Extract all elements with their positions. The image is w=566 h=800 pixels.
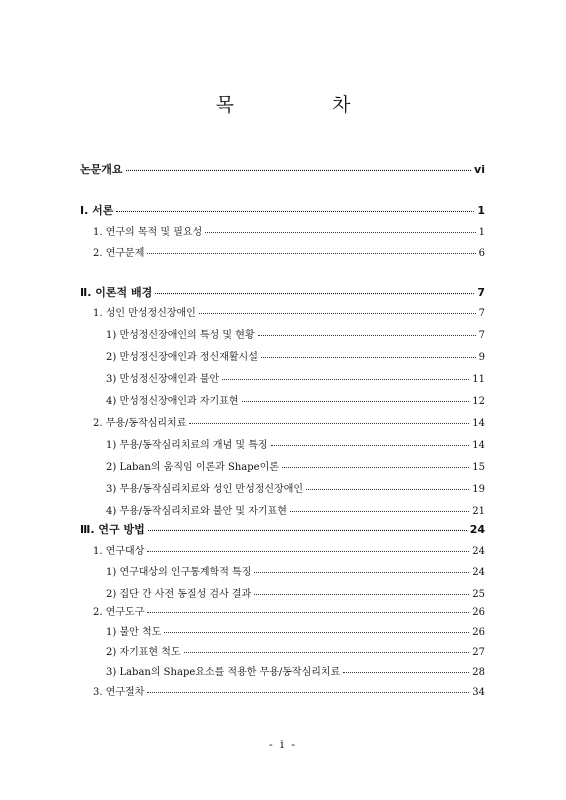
toc-entry-subsection[interactable] — [106, 329, 485, 343]
toc-entry-page: 28 — [472, 667, 485, 678]
toc-entry-label: 2) 자기표현 척도 — [106, 647, 181, 658]
page-number-footer: - i - — [269, 738, 297, 751]
toc-entry-section[interactable] — [93, 307, 485, 321]
toc-entry-label: 2) Laban의 움직임 이론과 Shape이론 — [106, 462, 279, 473]
toc-entry-label: 2. 연구문제 — [93, 248, 145, 259]
toc-entry-label: 4) 무용/동작심리치료와 불안 및 자기표현 — [106, 506, 287, 517]
toc-entry-subsection[interactable] — [106, 646, 485, 660]
toc-entry-label: 1) 무용/동작심리치료의 개념 및 특징 — [106, 440, 268, 451]
dot-leader — [254, 565, 469, 573]
dot-leader — [306, 482, 469, 490]
toc-entry-section[interactable] — [93, 606, 485, 620]
toc-entry-chapter-2[interactable] — [80, 286, 485, 300]
toc-entry-section[interactable] — [93, 545, 485, 559]
toc-entry-page: vi — [474, 163, 485, 176]
toc-entry-label: 2) 만성정신장애인과 정신재활시설 — [106, 352, 258, 363]
toc-entry-page: 25 — [472, 589, 485, 600]
toc-entry-section[interactable] — [93, 686, 485, 700]
toc-entry-page: 19 — [472, 484, 485, 495]
toc-entry-page: 9 — [478, 352, 485, 363]
toc-entry-page: 6 — [478, 248, 485, 259]
dot-leader — [116, 204, 474, 212]
toc-entry-label: 2. 연구도구 — [93, 607, 145, 618]
toc-entry-chapter-3[interactable] — [80, 523, 485, 537]
toc-entry-label: 1) 불안 척도 — [106, 627, 162, 638]
dot-leader — [155, 286, 474, 294]
toc-entry-page: 1 — [478, 227, 485, 238]
toc-entry-label: 3. 연구절차 — [93, 687, 145, 698]
dot-leader — [282, 460, 469, 468]
toc-entry-label: 3) 무용/동작심리치료와 성인 만성정신장애인 — [106, 484, 304, 495]
toc-entry-subsection[interactable] — [106, 626, 485, 640]
toc-entry-page: 24 — [472, 546, 485, 557]
dot-leader — [258, 328, 476, 336]
dot-leader — [164, 625, 469, 633]
page-title: 목 차 — [215, 94, 397, 116]
toc-entry-label: 2. 무용/동작심리치료 — [93, 418, 187, 429]
toc-entry-chapter-1[interactable] — [80, 204, 485, 218]
toc-entry-label: Ⅱ. 이론적 배경 — [80, 286, 153, 299]
dot-leader — [205, 225, 475, 233]
toc-entry-page: 34 — [472, 687, 485, 698]
toc-entry-abstract[interactable] — [80, 163, 485, 177]
toc-entry-label: Ⅲ. 연구 방법 — [80, 523, 145, 536]
toc-entry-label: Ⅰ. 서론 — [80, 204, 114, 217]
toc-entry-page: 1 — [477, 204, 485, 217]
dot-leader — [147, 685, 469, 693]
toc-entry-subsection[interactable] — [106, 505, 485, 519]
toc-entry-page: 26 — [472, 607, 485, 618]
dot-leader — [147, 544, 469, 552]
toc-entry-page: 26 — [472, 627, 485, 638]
dot-leader — [242, 394, 470, 402]
toc-entry-label: 1. 연구의 목적 및 필요성 — [93, 227, 203, 238]
dot-leader — [261, 350, 476, 358]
toc-entry-page: 21 — [472, 506, 485, 517]
toc-entry-page: 14 — [472, 418, 485, 429]
toc-entry-page: 7 — [478, 330, 485, 341]
dot-leader — [290, 504, 469, 512]
dot-leader — [199, 306, 476, 314]
toc-entry-page: 14 — [472, 440, 485, 451]
toc-entry-section[interactable] — [93, 417, 485, 431]
dot-leader — [147, 246, 475, 254]
toc-entry-page: 24 — [472, 567, 485, 578]
toc-entry-page: 27 — [472, 647, 485, 658]
toc-entry-subsection[interactable] — [106, 588, 485, 602]
toc-entry-label: 3) 만성정신장애인과 불안 — [106, 374, 220, 385]
toc-entry-label: 1. 연구대상 — [93, 546, 145, 557]
toc-entry-label: 논문개요 — [80, 163, 123, 176]
toc-entry-label: 1) 만성정신장애인의 특성 및 현황 — [106, 330, 255, 341]
dot-leader — [126, 163, 472, 171]
toc-entry-page: 7 — [478, 308, 485, 319]
dot-leader — [254, 587, 469, 595]
dot-leader — [222, 372, 469, 380]
dot-leader — [189, 416, 469, 424]
dot-leader — [148, 523, 467, 531]
dot-leader — [147, 605, 469, 613]
toc-entry-subsection[interactable] — [106, 373, 485, 387]
toc-entry-subsection[interactable] — [106, 351, 485, 365]
toc-entry-section[interactable] — [93, 226, 485, 240]
toc-entry-label: 3) Laban의 Shape요소를 적용한 무용/동작심리치료 — [106, 667, 341, 678]
toc-entry-subsection[interactable] — [106, 395, 485, 409]
toc-entry-page: 11 — [472, 374, 485, 385]
toc-entry-subsection[interactable] — [106, 483, 485, 497]
toc-entry-page: 7 — [477, 286, 485, 299]
toc-entry-page: 12 — [472, 396, 485, 407]
toc-entry-label: 4) 만성정신장애인과 자기표현 — [106, 396, 239, 407]
dot-leader — [343, 665, 469, 673]
toc-entry-subsection[interactable] — [106, 666, 485, 680]
toc-entry-label: 1) 연구대상의 인구통계학적 특징 — [106, 567, 252, 578]
toc-entry-subsection[interactable] — [106, 566, 485, 580]
dot-leader — [184, 645, 470, 653]
dot-leader — [271, 438, 470, 446]
toc-entry-section[interactable] — [93, 247, 485, 261]
toc-entry-subsection[interactable] — [106, 461, 485, 475]
toc-entry-page: 24 — [469, 523, 485, 536]
toc-entry-label: 1. 성인 만성정신장애인 — [93, 308, 196, 319]
toc-entry-page: 15 — [472, 462, 485, 473]
toc-entry-label: 2) 집단 간 사전 동질성 검사 결과 — [106, 589, 252, 600]
toc-entry-subsection[interactable] — [106, 439, 485, 453]
